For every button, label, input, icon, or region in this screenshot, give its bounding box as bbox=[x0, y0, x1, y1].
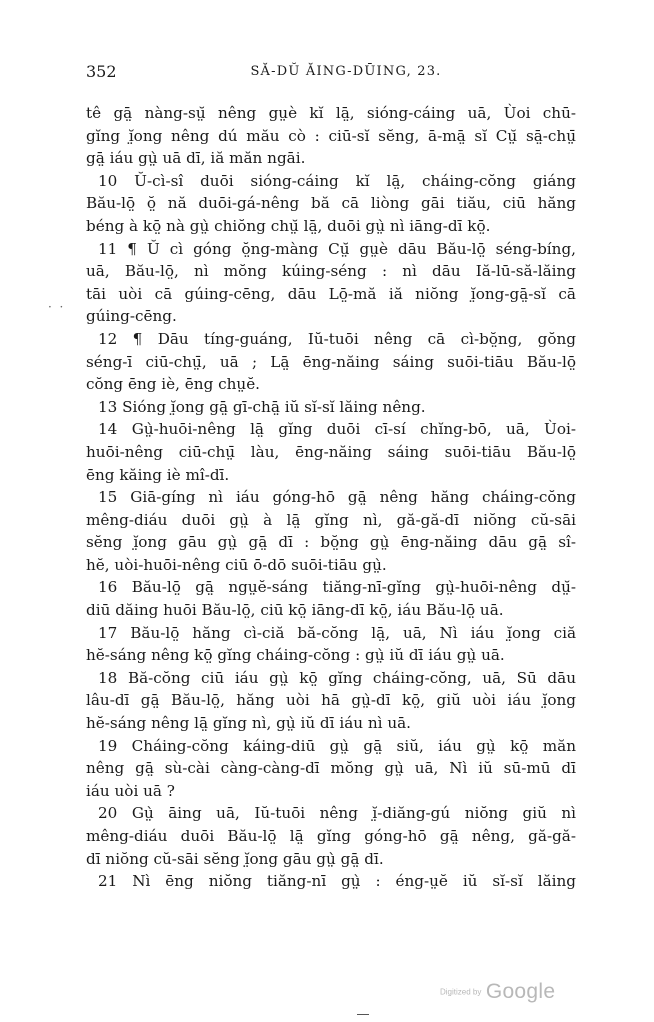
running-head bbox=[86, 62, 576, 86]
text-line: 21 Nì ēng niŏng tiăng-nī gṳ̀ : éng-ṳĕ iŭ sĭ-sĭ lăing bbox=[98, 872, 576, 891]
text-line: hĕ, uòi-huōi-nêng ciū ō-dō suōi-tiāu gṳ̀. bbox=[86, 555, 387, 574]
text-line: 19 Cháing-cŏng káing-diū gṳ̀ gā̤ siŭ, iáu gṳ̀ kō̤ măn bbox=[98, 736, 576, 755]
text-line: dī niŏng cŭ-sāi sĕng ĭ̤ong gāu gṳ̀ gā̤ dī. bbox=[86, 849, 384, 868]
google-watermark bbox=[440, 980, 580, 1004]
text-line: cŏng ēng iè, ēng chṳĕ. bbox=[86, 375, 261, 394]
text-line: gĭng ĭ̤ong nêng dú mău cò : ciū-sĭ sĕng, ā-mā̤ sĭ Cṳ̆ sā̤-chṳ̄ bbox=[86, 126, 576, 145]
text-line: huōi-nêng ciū-chṳ̄ làu, ēng-năing sáing suōi-tiāu Bău-lō̤ bbox=[86, 442, 576, 461]
text-line: 15 Giā-gíng nì iáu góng-hō gā̤ nêng hăng cháing-cŏng bbox=[98, 488, 576, 507]
text-line: 20 Gṳ̀ āing uā, Iŭ-tuōi nêng ĭ̤-diăng-gú niŏng giŭ nì bbox=[98, 804, 576, 823]
text-line: mêng-diáu duōi Bău-lō̤ lā̤ gĭng góng-hō gā̤ nêng, gă-gă- bbox=[86, 827, 576, 845]
text-line: iáu uòi uā ? bbox=[86, 781, 175, 800]
margin-mark: · · bbox=[48, 300, 64, 314]
chapter-title: SĂ-DŬ ĂING-DŪING, 23. bbox=[250, 64, 442, 79]
text-line: béng à kō̤ nà gṳ̀ chiŏng chṳ̆ lā̤, duōi gṳ̀ nì iāng-dī kō̤. bbox=[86, 216, 491, 235]
text-line: gúing-cēng. bbox=[86, 307, 177, 326]
text-line: 17 Bău-lō̤ hăng cì-ciă bă-cŏng lā̤, uā, Nì iáu ĭ̤ong ciă bbox=[98, 623, 576, 642]
text-line: tāi uòi cā gúing-cēng, dāu Lō̤-mă iă niŏng ĭ̤ong-gā̤-sĭ cā bbox=[86, 284, 576, 303]
text-line: 11 ¶ Ŭ cì góng ŏ̤ng-màng Cṳ̆ gṳè dāu Bău-lō̤ séng-bíng, bbox=[98, 239, 576, 258]
text-line: séng-ī ciū-chṳ̄, uā ; Lā̤ ēng-năing sáing suōi-tiāu Bău-lō̤ bbox=[86, 352, 576, 371]
text-line: hĕ-sáng nêng kō̤ gĭng cháing-cŏng : gṳ̀ iŭ dī iáu gṳ̀ uā. bbox=[86, 646, 505, 665]
text-line: hĕ-sáng nêng lā̤ gĭng nì, gṳ̀ iŭ dī iáu nì uā. bbox=[86, 714, 411, 733]
text-line: Bău-lō̤ ŏ̤ nă duōi-gá-nêng bă cā liòng gāi tiău, ciū hăng bbox=[86, 194, 576, 213]
text-line: 10 Ŭ-cì-sî duōi sióng-cáing kĭ lā̤, cháing-cŏng giáng bbox=[98, 171, 576, 190]
page-bottom-mark bbox=[357, 1014, 369, 1015]
text-line: sĕng ĭ̤ong gāu gṳ̀ gā̤ dī : bŏ̤ng gṳ̀ ēng-năing dāu gā̤ sî- bbox=[86, 533, 576, 552]
text-line: mêng-diáu duōi gṳ̀ à lā̤ gĭng nì, gă-gă-dī niŏng cŭ-sāi bbox=[86, 510, 576, 529]
text-line: 14 Gṳ̀-huōi-nêng lā̤ gĭng duōi cī-sí chĭng-bō, uā, Ùoi- bbox=[98, 420, 576, 439]
text-line: tê gā̤ nàng-sṳ̆ nêng gṳè kĭ lā̤, sióng-cáing uā, Ùoi chū- bbox=[86, 104, 576, 122]
text-line: uā, Bău-lō̤, nì mŏng kúing-séng : nì dāu Iă-lū-să-lăing bbox=[86, 262, 576, 281]
page-number: 352 bbox=[86, 62, 117, 81]
text-line: gā̤ iáu gṳ̀ uā dī, iă măn ngāi. bbox=[86, 149, 306, 168]
text-line: 12 ¶ Dāu tíng-guáng, Iŭ-tuōi nêng cā cì-bŏ̤ng, gŏng bbox=[98, 329, 576, 348]
text-line: 13 Sióng ĭ̤ong gā̤ gī-chā̤ iŭ sĭ-sĭ lăing nêng. bbox=[98, 397, 426, 416]
text-line: diū dăing huōi Bău-lō̤, ciū kō̤ iāng-dī kō̤, iáu Bău-lō̤ uā. bbox=[86, 601, 504, 620]
text-line: 16 Bău-lō̤ gā̤ ngṳĕ-sáng tiăng-nī-gĭng gṳ̀-huōi-nêng dṳ̆- bbox=[98, 578, 576, 597]
text-line: 18 Bă-cŏng ciū iáu gṳ̀ kō̤ gĭng cháing-cŏng, uā, Sū dāu bbox=[98, 668, 576, 687]
text-line: lâu-dī gā̤ Bău-lō̤, hăng uòi hā gṳ̀-dī kō̤, giŭ uòi iáu ĭ̤ong bbox=[86, 691, 576, 710]
google-logo: Google bbox=[485, 980, 556, 1003]
text-line: ēng kăing iè mî-dī. bbox=[86, 465, 230, 484]
body-text bbox=[86, 102, 576, 893]
watermark-prefix: Digitized by bbox=[440, 987, 482, 997]
text-line: nêng gā̤ sù-cài càng-càng-dī mŏng gṳ̀ uā, Nì iŭ sū-mū dī bbox=[86, 759, 576, 778]
